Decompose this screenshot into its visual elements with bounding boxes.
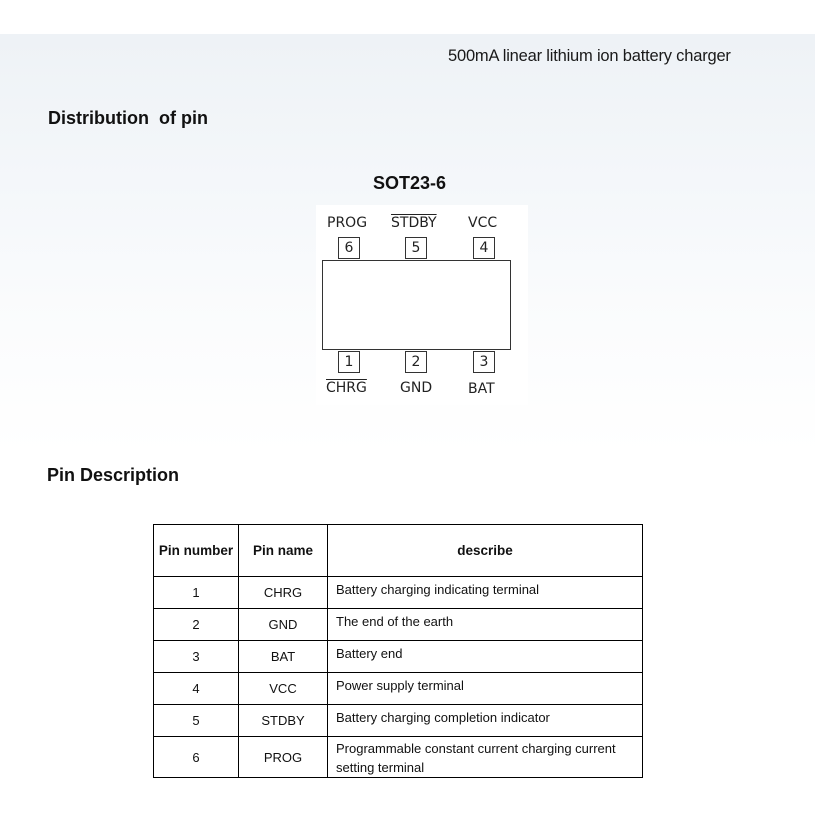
section-title-pin-description: Pin Description	[47, 465, 180, 485]
pin-name-cell: STDBY	[239, 705, 328, 737]
section-title-distribution: Distribution of pin	[48, 108, 208, 128]
package-title: SOT23-6	[373, 173, 447, 193]
column-header-pin-name: Pin name	[239, 525, 328, 577]
pin-name-cell: CHRG	[239, 577, 328, 609]
table-row	[154, 673, 643, 705]
column-header-describe: describe	[328, 525, 643, 577]
table-row	[154, 609, 643, 641]
column-header-pin-number: Pin number	[154, 525, 239, 577]
pin-describe-cell: The end of the earth	[328, 609, 643, 641]
pin-number-1: 1	[338, 351, 360, 373]
pin-describe-cell: Battery end	[328, 641, 643, 673]
pin-number-2: 2	[405, 351, 427, 373]
pin-describe-cell: Power supply terminal	[328, 673, 643, 705]
table-header-row	[154, 525, 643, 577]
pin-name-cell: VCC	[239, 673, 328, 705]
pin-describe-cell: Battery charging indicating terminal	[328, 577, 643, 609]
pin-number-cell: 1	[154, 577, 239, 609]
pin-name-cell: PROG	[239, 737, 328, 778]
table-row	[154, 577, 643, 609]
table-row	[154, 641, 643, 673]
pin-label-chrg: CHRG	[326, 380, 367, 396]
pin-describe-cell: Battery charging completion indicator	[328, 705, 643, 737]
pin-label-vcc: VCC	[468, 215, 498, 231]
pin-number-cell: 4	[154, 673, 239, 705]
pin-label-prog: PROG	[327, 215, 368, 231]
pin-number-6: 6	[338, 237, 360, 259]
pin-name-cell: BAT	[239, 641, 328, 673]
document-subtitle: 500mA linear lithium ion battery charger	[448, 47, 731, 65]
pin-name-cell: GND	[239, 609, 328, 641]
chip-body	[322, 260, 511, 350]
pin-number-cell: 6	[154, 737, 239, 778]
pin-label-stdby: STDBY	[391, 215, 437, 231]
table-row	[154, 705, 643, 737]
pin-number-3: 3	[473, 351, 495, 373]
pin-number-cell: 3	[154, 641, 239, 673]
pin-label-gnd: GND	[400, 380, 433, 396]
pin-number-cell: 5	[154, 705, 239, 737]
pin-describe-cell: Programmable constant current charging current setting terminal	[328, 737, 643, 778]
pin-number-cell: 2	[154, 609, 239, 641]
pin-number-5: 5	[405, 237, 427, 259]
pin-description-table	[153, 524, 643, 778]
pin-diagram	[316, 205, 528, 405]
pin-label-bat: BAT	[468, 381, 495, 397]
pin-number-4: 4	[473, 237, 495, 259]
table-row	[154, 737, 643, 778]
